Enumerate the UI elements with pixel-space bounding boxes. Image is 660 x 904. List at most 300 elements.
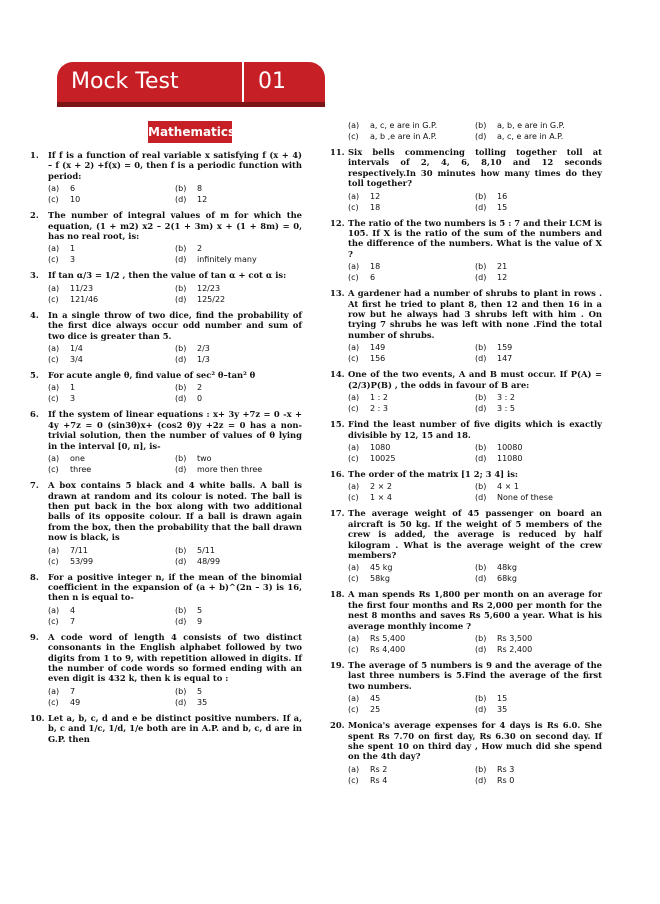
answer-option bbox=[175, 354, 302, 365]
answer-option bbox=[475, 353, 602, 364]
answer-option bbox=[475, 261, 602, 272]
question-text: If the system of linear equations : x+ 3y +7z = 0 -x + 4y +7z = 0 (sin3θ)x+ (cos2 θ)y +2z = 0 has a non-trivial solution, then the number of values of θ lying in the interval [0, π], is- bbox=[48, 409, 302, 451]
options-grid bbox=[348, 693, 602, 715]
question-text: Monica's average expenses for 4 days is Rs 6.0. She spent Rs 7.70 on first day, Rs 6.30 on second day. If she spent 10 on third day , How much did she spend on the 4th day? bbox=[348, 720, 602, 762]
option-value: a, b ,e are in A.P. bbox=[370, 132, 437, 141]
option-value: 1080 bbox=[370, 442, 391, 452]
option-value: 35 bbox=[197, 697, 208, 707]
question bbox=[30, 310, 302, 365]
answer-option bbox=[475, 392, 602, 403]
question bbox=[330, 720, 602, 786]
option-letter: (c) bbox=[48, 697, 59, 707]
answer-option bbox=[175, 605, 302, 616]
options-grid bbox=[348, 481, 602, 503]
answer-option bbox=[475, 120, 602, 131]
answer-option bbox=[48, 343, 175, 354]
option-letter: (d) bbox=[175, 394, 187, 404]
option-value: 45 bbox=[370, 694, 381, 704]
mock-test-banner bbox=[57, 62, 325, 102]
option-value: 3 : 2 bbox=[497, 393, 515, 403]
options-grid bbox=[48, 243, 302, 265]
option-value: 1 : 2 bbox=[370, 393, 388, 403]
answer-option bbox=[475, 704, 602, 715]
option-letter: (b) bbox=[475, 393, 487, 403]
question-number: 14. bbox=[330, 369, 345, 380]
question-number: 19. bbox=[330, 659, 345, 670]
option-value: 2 bbox=[197, 244, 203, 254]
option-value: 16 bbox=[497, 191, 508, 201]
answer-option bbox=[175, 343, 302, 354]
option-letter: (d) bbox=[475, 644, 487, 654]
option-value: Rs 0 bbox=[497, 775, 515, 785]
option-letter: (c) bbox=[348, 354, 359, 364]
option-letter: (c) bbox=[348, 132, 359, 141]
option-value: 2/3 bbox=[197, 344, 210, 354]
option-letter: (b) bbox=[175, 283, 187, 293]
answer-option bbox=[48, 254, 175, 265]
answer-option bbox=[48, 393, 175, 404]
option-letter: (a) bbox=[348, 633, 360, 643]
option-value: 48kg bbox=[497, 563, 517, 573]
option-value: 21 bbox=[497, 262, 508, 272]
answer-option bbox=[175, 616, 302, 627]
answer-option bbox=[175, 194, 302, 205]
option-value: None of these bbox=[497, 493, 553, 503]
option-value: 159 bbox=[497, 343, 513, 353]
answer-option bbox=[175, 453, 302, 464]
option-value: Rs 4,400 bbox=[370, 644, 406, 654]
option-letter: (d) bbox=[475, 354, 487, 364]
option-value: 7 bbox=[70, 616, 76, 626]
option-value: 1 × 4 bbox=[370, 493, 392, 503]
answer-option bbox=[48, 697, 175, 708]
option-value: 9 bbox=[197, 616, 203, 626]
answer-option bbox=[175, 283, 302, 294]
answer-option bbox=[348, 353, 475, 364]
question-number: 3. bbox=[30, 270, 39, 281]
option-value: a, c, e are in A.P. bbox=[497, 132, 564, 141]
question-number: 11. bbox=[330, 147, 345, 157]
banner-underline bbox=[57, 102, 325, 107]
options-grid bbox=[348, 191, 602, 213]
option-value: 3/4 bbox=[70, 355, 83, 365]
option-letter: (b) bbox=[175, 605, 187, 615]
option-value: Rs 2 bbox=[370, 764, 388, 774]
option-value: 49 bbox=[70, 697, 81, 707]
option-letter: (b) bbox=[475, 442, 487, 452]
option-value: Rs 2,400 bbox=[497, 644, 533, 654]
option-value: 6 bbox=[370, 273, 376, 283]
option-value: 156 bbox=[370, 354, 386, 364]
question-text: In a single throw of two dice, find the probability of the first dice always occur odd number and sum of two dice is greater than 5. bbox=[48, 309, 302, 341]
option-value: 7 bbox=[70, 686, 76, 696]
answer-option bbox=[475, 492, 602, 503]
option-value: 8 bbox=[197, 184, 203, 194]
option-value: Rs 3,500 bbox=[497, 633, 533, 643]
answer-option bbox=[48, 354, 175, 365]
answer-option bbox=[475, 342, 602, 353]
answer-option bbox=[475, 693, 602, 704]
option-value: a, c, e are in G.P. bbox=[370, 121, 438, 130]
option-letter: (a) bbox=[348, 343, 360, 353]
option-value: 7/11 bbox=[70, 545, 88, 555]
answer-option bbox=[48, 453, 175, 464]
answer-option bbox=[348, 403, 475, 414]
answer-option bbox=[175, 464, 302, 475]
question-number: 16. bbox=[330, 468, 345, 479]
question bbox=[30, 480, 302, 566]
question bbox=[30, 713, 302, 744]
option-value: 3 bbox=[70, 394, 76, 404]
option-value: 10080 bbox=[497, 442, 523, 452]
answer-option bbox=[348, 453, 475, 464]
option-letter: (a) bbox=[348, 262, 360, 272]
answer-option bbox=[348, 191, 475, 202]
option-value: 1/3 bbox=[197, 355, 210, 365]
answer-option bbox=[475, 775, 602, 786]
option-letter: (c) bbox=[48, 556, 59, 566]
option-letter: (a) bbox=[348, 764, 360, 774]
options-grid bbox=[48, 686, 302, 708]
question bbox=[30, 370, 302, 404]
option-letter: (a) bbox=[48, 545, 60, 555]
options-grid bbox=[48, 382, 302, 404]
option-letter: (a) bbox=[48, 184, 60, 194]
option-letter: (c) bbox=[48, 616, 59, 626]
answer-option bbox=[348, 202, 475, 213]
question-number: 15. bbox=[330, 419, 345, 430]
question bbox=[30, 270, 302, 304]
option-letter: (c) bbox=[48, 195, 59, 205]
options-grid bbox=[348, 342, 602, 364]
left-column bbox=[30, 150, 302, 749]
option-value: 121/46 bbox=[70, 294, 99, 304]
question-number: 1. bbox=[30, 150, 39, 160]
question-text: One of the two events, A and B must occur. If P(A) = (2/3)P(B) , the odds in favour of B are: bbox=[348, 369, 602, 390]
option-letter: (a) bbox=[348, 694, 360, 704]
question-text: For a positive integer n, if the mean of the binomial coefficient in the expansion of (a + b)^(2n – 3) is 16, then n is equal to- bbox=[48, 571, 302, 603]
options-grid bbox=[48, 605, 302, 627]
option-letter: (d) bbox=[475, 574, 487, 584]
answer-option bbox=[48, 294, 175, 305]
question-number: 18. bbox=[330, 589, 345, 600]
option-letter: (d) bbox=[175, 556, 187, 566]
answer-option bbox=[475, 481, 602, 492]
question bbox=[330, 369, 602, 414]
question-number: 9. bbox=[30, 631, 39, 642]
option-letter: (b) bbox=[475, 121, 487, 130]
option-value: two bbox=[197, 454, 212, 464]
answer-option bbox=[175, 294, 302, 305]
option-letter: (d) bbox=[475, 705, 487, 715]
answer-option bbox=[348, 392, 475, 403]
question bbox=[30, 150, 302, 205]
options-grid bbox=[348, 562, 602, 584]
option-letter: (a) bbox=[348, 393, 360, 403]
option-value: a, b, e are in G.P. bbox=[497, 121, 565, 130]
option-letter: (c) bbox=[348, 202, 359, 212]
answer-option bbox=[348, 131, 475, 142]
answer-option bbox=[475, 562, 602, 573]
option-value: Rs 4 bbox=[370, 775, 388, 785]
option-letter: (d) bbox=[475, 404, 487, 414]
banner-number: 01 bbox=[244, 62, 325, 102]
question-text: For acute angle θ, find value of sec² θ–tan² θ bbox=[48, 370, 256, 381]
option-letter: (d) bbox=[175, 697, 187, 707]
question bbox=[330, 660, 602, 715]
option-value: 48/99 bbox=[197, 556, 221, 566]
option-value: 68kg bbox=[497, 574, 517, 584]
option-value: 10 bbox=[70, 195, 81, 205]
question-number: 6. bbox=[30, 409, 39, 420]
option-letter: (a) bbox=[48, 344, 60, 354]
question-text: The average weight of 45 passenger on board an aircraft is 50 kg. If the weight of 5 members of the crew is added, the average is reduced by half kilogram . What is the average weight of the crew members? bbox=[348, 508, 602, 560]
answer-option bbox=[348, 633, 475, 644]
option-letter: (a) bbox=[348, 121, 360, 130]
question bbox=[330, 419, 602, 464]
answer-option bbox=[475, 272, 602, 283]
option-value: 1 bbox=[70, 244, 76, 254]
option-letter: (b) bbox=[475, 482, 487, 492]
option-value: 25 bbox=[370, 705, 381, 715]
option-letter: (a) bbox=[48, 383, 60, 393]
question-text: The ratio of the two numbers is 5 : 7 and their LCM is 105. If X is the ratio of the sum of the numbers and the difference of the numbers. What is the value of X ? bbox=[348, 217, 602, 259]
answer-option bbox=[175, 686, 302, 697]
option-value: 2 × 2 bbox=[370, 482, 392, 492]
answer-option bbox=[348, 272, 475, 283]
option-letter: (b) bbox=[475, 694, 487, 704]
answer-option bbox=[348, 775, 475, 786]
option-value: 11080 bbox=[497, 453, 523, 463]
options-grid bbox=[48, 453, 302, 475]
question-number: 7. bbox=[30, 480, 39, 491]
option-value: more then three bbox=[197, 465, 263, 475]
options-grid bbox=[48, 183, 302, 205]
options-grid bbox=[348, 261, 602, 283]
answer-option bbox=[48, 283, 175, 294]
option-letter: (c) bbox=[348, 775, 359, 785]
answer-option bbox=[475, 403, 602, 414]
answer-option bbox=[348, 342, 475, 353]
option-letter: (d) bbox=[475, 132, 487, 141]
options-grid bbox=[348, 633, 602, 655]
question-text: The number of integral values of m for which the equation, (1 + m2) x2 – 2(1 + 3m) x + (1 + 8m) = 0, has no real root, is: bbox=[48, 210, 302, 242]
answer-option bbox=[48, 556, 175, 567]
option-letter: (c) bbox=[348, 644, 359, 654]
option-value: 6 bbox=[70, 184, 76, 194]
option-letter: (d) bbox=[175, 616, 187, 626]
option-letter: (b) bbox=[475, 563, 487, 573]
question-text: Find the least number of five digits which is exactly divisible by 12, 15 and 18. bbox=[348, 419, 602, 440]
question bbox=[30, 572, 302, 627]
option-letter: (c) bbox=[48, 294, 59, 304]
option-value: 12 bbox=[197, 195, 208, 205]
question bbox=[330, 469, 602, 503]
option-value: 18 bbox=[370, 262, 381, 272]
option-value: 2 : 3 bbox=[370, 404, 388, 414]
option-letter: (a) bbox=[48, 244, 60, 254]
option-letter: (c) bbox=[348, 404, 359, 414]
question-text: A man spends Rs 1,800 per month on an average for the first four months and Rs 2,000 per month for the nest 8 months and saves Rs 5,600 a year. What is his average monthly income ? bbox=[348, 589, 602, 631]
option-letter: (d) bbox=[175, 355, 187, 365]
answer-option bbox=[48, 243, 175, 254]
subject-label: Mathematics bbox=[148, 121, 232, 143]
options-grid bbox=[348, 764, 602, 786]
option-letter: (d) bbox=[175, 195, 187, 205]
option-letter: (d) bbox=[475, 273, 487, 283]
option-value: 35 bbox=[497, 705, 508, 715]
option-letter: (b) bbox=[175, 344, 187, 354]
option-letter: (b) bbox=[475, 764, 487, 774]
option-value: 12 bbox=[370, 191, 381, 201]
option-letter: (b) bbox=[175, 686, 187, 696]
banner-title: Mock Test bbox=[57, 62, 242, 102]
question-10-options bbox=[330, 120, 602, 142]
question-number: 13. bbox=[330, 288, 345, 299]
answer-option bbox=[475, 191, 602, 202]
question-text: The average of 5 numbers is 9 and the average of the last three numbers is 5.Find the average of the first two numbers. bbox=[348, 659, 602, 691]
answer-option bbox=[475, 131, 602, 142]
option-letter: (b) bbox=[175, 383, 187, 393]
option-letter: (a) bbox=[48, 686, 60, 696]
question bbox=[30, 210, 302, 265]
option-letter: (a) bbox=[48, 605, 60, 615]
option-letter: (c) bbox=[348, 453, 359, 463]
option-letter: (a) bbox=[48, 283, 60, 293]
question-text: Six bells commencing tolling together toll at intervals of 2, 4, 6, 8,10 and 12 seconds respectively.In 30 minutes how many times do they toll together? bbox=[348, 147, 602, 189]
answer-option bbox=[48, 686, 175, 697]
option-letter: (d) bbox=[475, 775, 487, 785]
answer-option bbox=[475, 573, 602, 584]
answer-option bbox=[175, 254, 302, 265]
question bbox=[330, 589, 602, 655]
answer-option bbox=[175, 697, 302, 708]
option-value: 149 bbox=[370, 343, 386, 353]
option-letter: (b) bbox=[175, 545, 187, 555]
option-value: 15 bbox=[497, 694, 508, 704]
answer-option bbox=[175, 183, 302, 194]
option-value: 12 bbox=[497, 273, 508, 283]
question-text: If f is a function of real variable x satisfying f (x + 4) – f (x + 2) +f(x) = 0, then f is a periodic function with period: bbox=[48, 150, 302, 181]
option-value: 45 kg bbox=[370, 563, 393, 573]
option-value: 1 bbox=[70, 383, 76, 393]
answer-option bbox=[48, 616, 175, 627]
options-grid bbox=[48, 283, 302, 305]
question-text: If tan α/3 = 1/2 , then the value of tan α + cot α is: bbox=[48, 270, 287, 281]
option-value: 4 bbox=[70, 605, 76, 615]
answer-option bbox=[348, 562, 475, 573]
option-value: 58kg bbox=[370, 574, 390, 584]
question-text: A box contains 5 black and 4 white balls. A ball is drawn at random and its colour is noted. The ball is then put back in the box along with two additional balls of its opposite colour. If a ball is drawn again from the box, then the probability that the ball drawn now is black, is bbox=[48, 480, 302, 543]
answer-option bbox=[175, 382, 302, 393]
answer-option bbox=[348, 764, 475, 775]
answer-option bbox=[348, 120, 475, 131]
options-grid bbox=[348, 392, 602, 414]
question bbox=[330, 218, 602, 284]
question-text: A gardener had a number of shrubs to plant in rows . At first he tried to plant 8, then 12 and then 16 in a row but he always had 3 shrubs left with him . On trying 7 shrubs he was left with none .Find the total number of shrubs. bbox=[348, 288, 602, 340]
answer-option bbox=[348, 693, 475, 704]
option-value: 5 bbox=[197, 686, 203, 696]
answer-option bbox=[48, 464, 175, 475]
option-value: 1/4 bbox=[70, 344, 83, 354]
option-letter: (b) bbox=[175, 454, 187, 464]
question-number: 5. bbox=[30, 370, 39, 381]
answer-option bbox=[48, 605, 175, 616]
option-value: Rs 5,400 bbox=[370, 633, 406, 643]
question-number: 17. bbox=[330, 508, 345, 519]
option-letter: (a) bbox=[348, 442, 360, 452]
option-letter: (d) bbox=[475, 202, 487, 212]
question-number: 8. bbox=[30, 571, 39, 582]
option-letter: (d) bbox=[175, 465, 187, 475]
question bbox=[330, 288, 602, 364]
option-letter: (d) bbox=[475, 493, 487, 503]
option-value: 15 bbox=[497, 202, 508, 212]
question-number: 12. bbox=[330, 217, 345, 228]
answer-option bbox=[175, 545, 302, 556]
option-letter: (d) bbox=[475, 453, 487, 463]
option-letter: (a) bbox=[348, 482, 360, 492]
question-number: 10. bbox=[30, 712, 45, 723]
answer-option bbox=[348, 704, 475, 715]
option-letter: (b) bbox=[475, 633, 487, 643]
answer-option bbox=[48, 183, 175, 194]
answer-option bbox=[475, 644, 602, 655]
answer-option bbox=[348, 481, 475, 492]
answer-option bbox=[48, 382, 175, 393]
option-letter: (c) bbox=[348, 273, 359, 283]
option-letter: (c) bbox=[348, 705, 359, 715]
options-grid bbox=[48, 545, 302, 567]
question-text: Let a, b, c, d and e be distinct positive numbers. If a, b, c and 1/c, 1/d, 1/e both are in A.P. and b, c, d are in G.P. then bbox=[48, 712, 302, 744]
option-letter: (c) bbox=[48, 465, 59, 475]
options-grid bbox=[348, 442, 602, 464]
question-number: 4. bbox=[30, 309, 39, 320]
option-letter: (c) bbox=[348, 493, 359, 503]
answer-option bbox=[475, 764, 602, 775]
option-value: 3 : 5 bbox=[497, 404, 515, 414]
answer-option bbox=[348, 261, 475, 272]
answer-option bbox=[475, 633, 602, 644]
option-value: one bbox=[70, 454, 85, 464]
option-letter: (d) bbox=[175, 294, 187, 304]
answer-option bbox=[348, 573, 475, 584]
option-letter: (b) bbox=[175, 244, 187, 254]
option-value: 2 bbox=[197, 383, 203, 393]
option-value: 11/23 bbox=[70, 283, 94, 293]
question bbox=[30, 632, 302, 708]
option-value: 4 × 1 bbox=[497, 482, 519, 492]
option-value: 3 bbox=[70, 255, 76, 265]
option-value: Rs 3 bbox=[497, 764, 515, 774]
option-value: 0 bbox=[197, 394, 203, 404]
question-text: A code word of length 4 consists of two distinct consonants in the English alphabet followed by two digits from 1 to 9, with repetition allowed in digits. If the number of code words so formed ending with an even digit is 432 k, then k is equal to : bbox=[48, 631, 302, 684]
answer-option bbox=[175, 393, 302, 404]
option-value: 10025 bbox=[370, 453, 396, 463]
question-number: 20. bbox=[330, 720, 345, 731]
answer-option bbox=[475, 442, 602, 453]
option-letter: (c) bbox=[48, 355, 59, 365]
option-letter: (a) bbox=[348, 563, 360, 573]
option-value: 5/11 bbox=[197, 545, 215, 555]
answer-option bbox=[348, 442, 475, 453]
option-letter: (b) bbox=[475, 343, 487, 353]
question bbox=[330, 508, 602, 584]
answer-option bbox=[348, 644, 475, 655]
option-letter: (c) bbox=[48, 394, 59, 404]
option-letter: (d) bbox=[175, 255, 187, 265]
option-value: three bbox=[70, 465, 92, 475]
